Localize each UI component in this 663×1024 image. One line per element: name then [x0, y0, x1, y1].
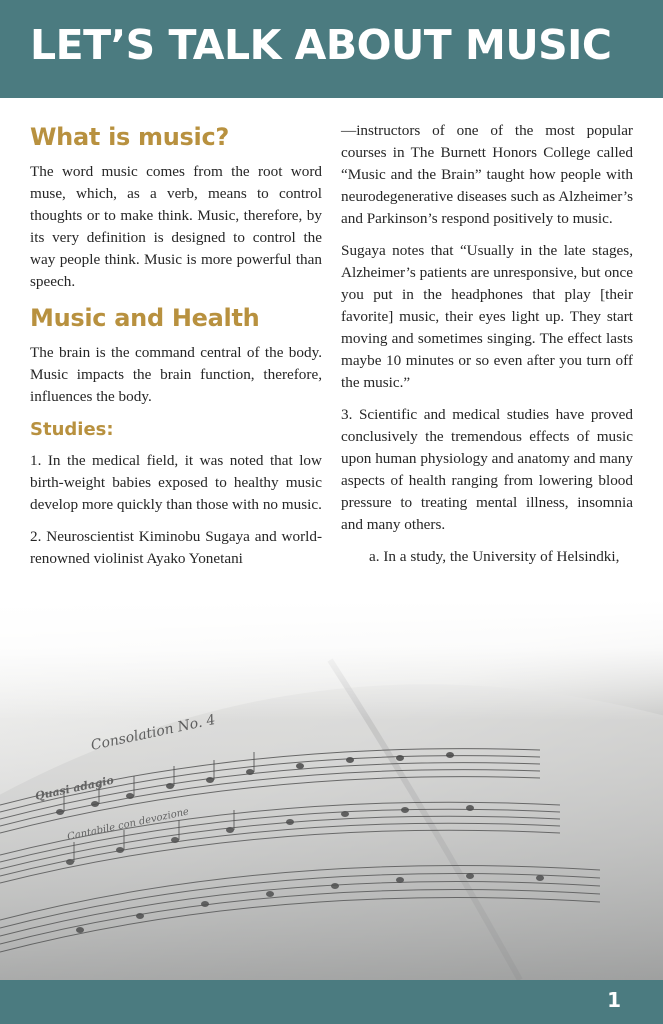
paragraph-music-and-health: The brain is the command central of the body. Music impacts the brain function, therefore, influences the body.: [30, 344, 322, 405]
paragraph-what-is-music: The word music comes from the root word muse, which, as a verb, means to control thoughts or to make think. Music, therefore, by its very definition is designed to control the way people think. Music is more powerful than speech.: [30, 163, 322, 290]
image-fade: [0, 600, 663, 720]
paragraph-study-2-continued: —instructors of one of the most popular courses in The Burnett Honors College called “Music and the Brain” taught how people with neurodegenerative diseases such as Alzheimer’s and Parkinson’s respond positively to music.: [341, 122, 633, 227]
paragraph-study-3a: a. In a study, the University of Helsindki,: [369, 548, 620, 565]
header-band: [0, 0, 663, 98]
paragraph-study-3: 3. Scientific and medical studies have proved conclusively the tremendous effects of music upon human physiology and anatomy and many aspects of health ranging from lowering blood pressure to treating mental illness, insomnia and many others.: [341, 406, 633, 533]
paragraph-study-1: 1. In the medical field, it was noted that low birth-weight babies exposed to healthy music develop more quickly than those with no music.: [30, 452, 322, 513]
paragraph-study-2: 2. Neuroscientist Kiminobu Sugaya and world-renowned violinist Ayako Yonetani: [30, 528, 322, 567]
footer-band: [0, 980, 663, 1024]
right-column: [341, 120, 633, 578]
heading-what-is-music: What is music?: [30, 123, 230, 151]
heading-studies: Studies:: [30, 419, 114, 440]
page-number: 1: [607, 988, 621, 1012]
left-column: [30, 118, 322, 580]
page-title: LET’S TALK ABOUT MUSIC: [30, 21, 612, 69]
heading-music-and-health: Music and Health: [30, 304, 260, 332]
paragraph-sugaya-quote: Sugaya notes that “Usually in the late stages, Alzheimer’s patients are unresponsive, but once you put in the headphones that play [their favorite] music, their eyes light up. They start moving and sometimes singing. The effect lasts maybe 10 minutes or so even after you turn off the music.”: [341, 242, 633, 391]
